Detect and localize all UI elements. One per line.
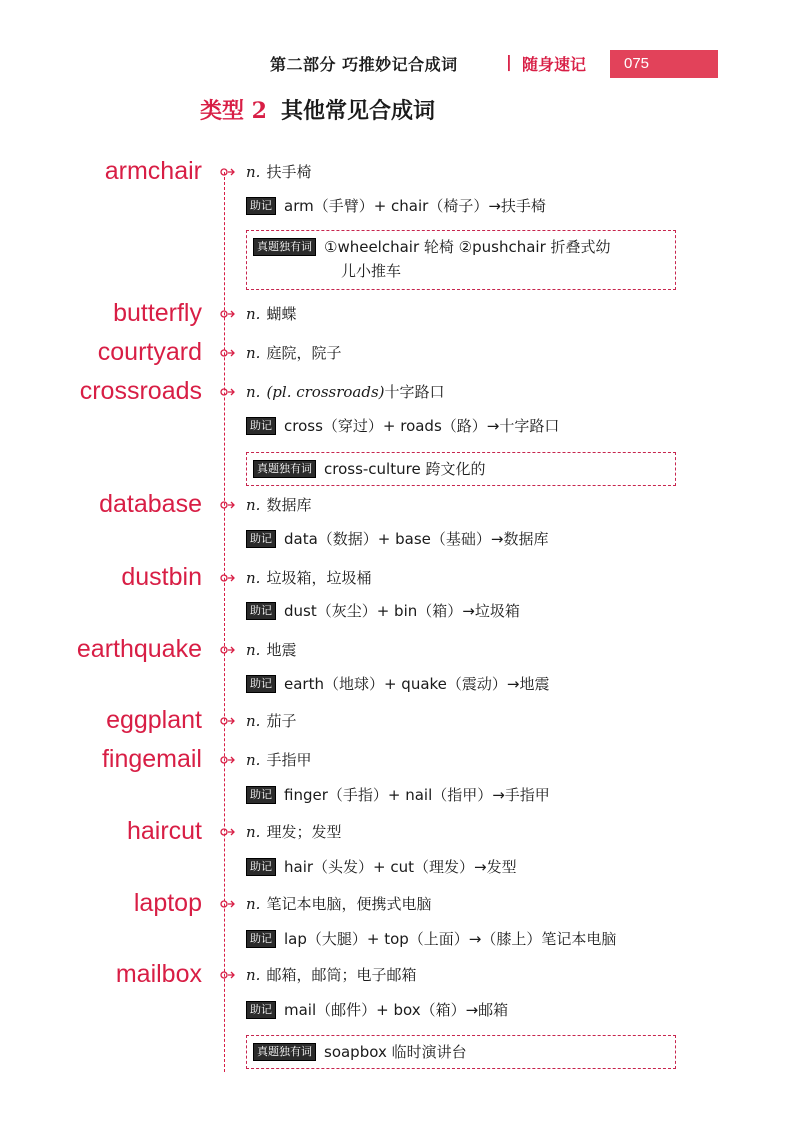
arrow-icon bbox=[219, 347, 235, 359]
section-title bbox=[200, 94, 600, 125]
arrow-icon bbox=[219, 715, 235, 727]
definition: n. 庭院，院子 bbox=[246, 344, 342, 362]
definition: n. 蝴蝶 bbox=[246, 305, 297, 323]
arrow-icon bbox=[219, 572, 235, 584]
arrow-icon bbox=[219, 386, 235, 398]
definition: n. (pl. crossroads)十字路口 bbox=[246, 383, 445, 401]
header-series: 随身速记 bbox=[522, 55, 587, 74]
definition: n. 垃圾箱，垃圾桶 bbox=[246, 569, 372, 587]
headword-haircut: haircut bbox=[126, 817, 202, 845]
mnemonic: 助记 cross（穿过）+ roads（路）→十字路口 bbox=[246, 415, 559, 437]
headword-dustbin: dustbin bbox=[121, 563, 202, 591]
exam-tag: 真题独有词 bbox=[253, 238, 316, 256]
exam-word-box: 真题独有词 cross-culture 跨文化的 bbox=[246, 452, 676, 486]
mnemonic: 助记 lap（大腿）+ top（上面）→（膝上）笔记本电脑 bbox=[246, 928, 616, 950]
definition: n. 茄子 bbox=[246, 712, 297, 730]
entry-guide-line bbox=[224, 172, 225, 1072]
running-header bbox=[240, 50, 720, 80]
arrow-icon bbox=[219, 898, 235, 910]
mnemonic-tag: 助记 bbox=[246, 1001, 276, 1019]
section-type: 类型 2 bbox=[200, 98, 267, 124]
definition: n. 扶手椅 bbox=[246, 163, 312, 181]
mnemonic-tag: 助记 bbox=[246, 530, 276, 548]
page-number-box bbox=[610, 50, 718, 78]
definition: n. 数据库 bbox=[246, 496, 312, 514]
arrow-icon bbox=[219, 308, 235, 320]
header-separator: | bbox=[506, 52, 512, 71]
mnemonic: 助记 arm（手臂）+ chair（椅子）→扶手椅 bbox=[246, 195, 546, 217]
mnemonic: 助记 dust（灰尘）+ bin（箱）→垃圾箱 bbox=[246, 600, 520, 622]
exam-tag: 真题独有词 bbox=[253, 1043, 316, 1061]
definition: n. 地震 bbox=[246, 641, 297, 659]
arrow-icon bbox=[219, 826, 235, 838]
exam-word-box: 真题独有词 ①wheelchair 轮椅 ②pushchair 折叠式幼 儿小推车 bbox=[246, 230, 676, 290]
mnemonic: 助记 earth（地球）+ quake（震动）→地震 bbox=[246, 673, 549, 695]
headword-armchair: armchair bbox=[104, 157, 202, 185]
headword-crossroads: crossroads bbox=[79, 377, 202, 405]
mnemonic: 助记 mail（邮件）+ box（箱）→邮箱 bbox=[246, 999, 508, 1021]
mnemonic-tag: 助记 bbox=[246, 417, 276, 435]
mnemonic-tag: 助记 bbox=[246, 197, 276, 215]
headword-laptop: laptop bbox=[133, 889, 202, 917]
arrow-icon bbox=[219, 166, 235, 178]
mnemonic-tag: 助记 bbox=[246, 786, 276, 804]
arrow-icon bbox=[219, 644, 235, 656]
definition: n. 笔记本电脑，便携式电脑 bbox=[246, 895, 432, 913]
definition: n. 邮箱，邮筒；电子邮箱 bbox=[246, 966, 417, 984]
arrow-icon bbox=[219, 969, 235, 981]
mnemonic: 助记 data（数据）+ base（基础）→数据库 bbox=[246, 528, 548, 550]
headword-earthquake: earthquake bbox=[76, 635, 202, 663]
definition: n. 理发；发型 bbox=[246, 823, 342, 841]
exam-tag: 真题独有词 bbox=[253, 460, 316, 478]
headword-courtyard: courtyard bbox=[97, 338, 202, 366]
section-name: 其他常见合成词 bbox=[280, 98, 435, 124]
mnemonic: 助记 finger（手指）+ nail（指甲）→手指甲 bbox=[246, 784, 550, 806]
header-part: 第二部分 巧推妙记合成词 bbox=[270, 55, 458, 74]
headword-database: database bbox=[99, 490, 202, 518]
mnemonic: 助记 hair（头发）+ cut（理发）→发型 bbox=[246, 856, 517, 878]
headword-fingernail: fingemail bbox=[101, 745, 202, 773]
exam-word-box: 真题独有词 soapbox 临时演讲台 bbox=[246, 1035, 676, 1069]
arrow-icon bbox=[219, 499, 235, 511]
page-number: 075 bbox=[624, 55, 650, 72]
headword-butterfly: butterfly bbox=[113, 299, 202, 327]
mnemonic-tag: 助记 bbox=[246, 930, 276, 948]
mnemonic-tag: 助记 bbox=[246, 675, 276, 693]
mnemonic-tag: 助记 bbox=[246, 602, 276, 620]
headword-mailbox: mailbox bbox=[115, 960, 202, 988]
arrow-icon bbox=[219, 754, 235, 766]
mnemonic-tag: 助记 bbox=[246, 858, 276, 876]
headword-eggplant: eggplant bbox=[106, 706, 202, 734]
definition: n. 手指甲 bbox=[246, 751, 312, 769]
